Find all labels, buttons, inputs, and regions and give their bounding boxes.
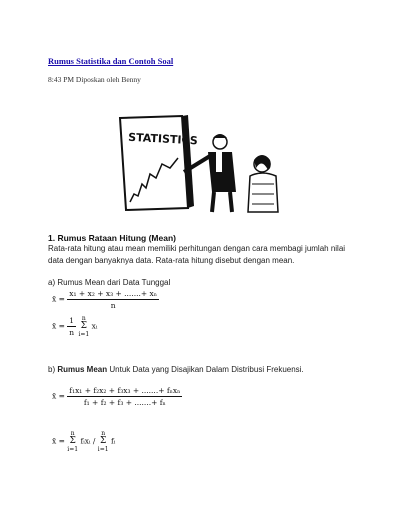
- formula-numerator: x₁ + x₂ + x₃ + .......+ xₙ: [69, 289, 157, 298]
- sigma-top: n: [70, 430, 75, 437]
- formula-numerator: 1: [69, 316, 75, 325]
- formula-lhs: x̄ =: [52, 391, 65, 401]
- subheading-a: a) Rumus Mean dari Data Tunggal: [48, 278, 171, 287]
- formula-denominator: n: [69, 328, 75, 337]
- sigma-bottom: i=1: [78, 331, 90, 338]
- subheading-b-prefix: b): [48, 365, 58, 374]
- formula-mean-sigma: [52, 315, 97, 338]
- sigma-symbol: n Σ i=1: [67, 430, 79, 453]
- formula-fraction: [67, 288, 159, 311]
- board-text: STATISTICS: [127, 130, 199, 148]
- post-meta: 8:43 PM Diposkan oleh Benny: [48, 75, 141, 84]
- formula-mean-single: [52, 288, 159, 311]
- formula-denominator: n: [110, 301, 116, 310]
- formula-term: fᵢ: [110, 436, 116, 446]
- sigma-bottom: i=1: [97, 446, 109, 453]
- subheading-b: [48, 365, 304, 374]
- formula-term: fᵢxᵢ /: [80, 436, 96, 446]
- formula-numerator: f₁x₁ + f₂x₂ + f₃x₃ + .......+ fₙxₙ: [69, 386, 181, 395]
- section-heading: 1. Rumus Rataan Hitung (Mean): [48, 233, 176, 243]
- sigma-top: n: [101, 430, 106, 437]
- formula-mean-frequency-sigma: [52, 430, 115, 453]
- teacher-at-statistics-board-illustration: [112, 112, 297, 214]
- section-paragraph: Rata-rata hitung atau mean memiliki perhitungan dengan cara membagi jumlah nilai data dengan banyaknya data. Rata-rata hitung disebut dengan mean.: [48, 244, 346, 265]
- formula-denominator: f₁ + f₂ + f₃ + .......+ fₙ: [83, 398, 166, 407]
- formula-mean-frequency: [52, 385, 182, 408]
- post-title-link[interactable]: Rumus Statistika dan Contoh Soal: [48, 56, 174, 66]
- subheading-b-bold: Rumus Mean: [57, 365, 108, 374]
- sigma-bottom: i=1: [67, 446, 79, 453]
- sigma-symbol: n Σ i=1: [78, 315, 90, 338]
- formula-lhs: x̄ =: [52, 321, 65, 331]
- subheading-b-rest: Untuk Data yang Disajikan Dalam Distribusi Frekuensi.: [107, 365, 304, 374]
- formula-lhs: x̄ =: [52, 436, 65, 446]
- formula-term: xᵢ: [91, 321, 98, 331]
- sigma-top: n: [81, 315, 86, 322]
- formula-lhs: x̄ =: [52, 294, 65, 304]
- formula-fraction: [67, 385, 182, 408]
- formula-fraction: [67, 315, 76, 338]
- sigma-symbol: n Σ i=1: [97, 430, 109, 453]
